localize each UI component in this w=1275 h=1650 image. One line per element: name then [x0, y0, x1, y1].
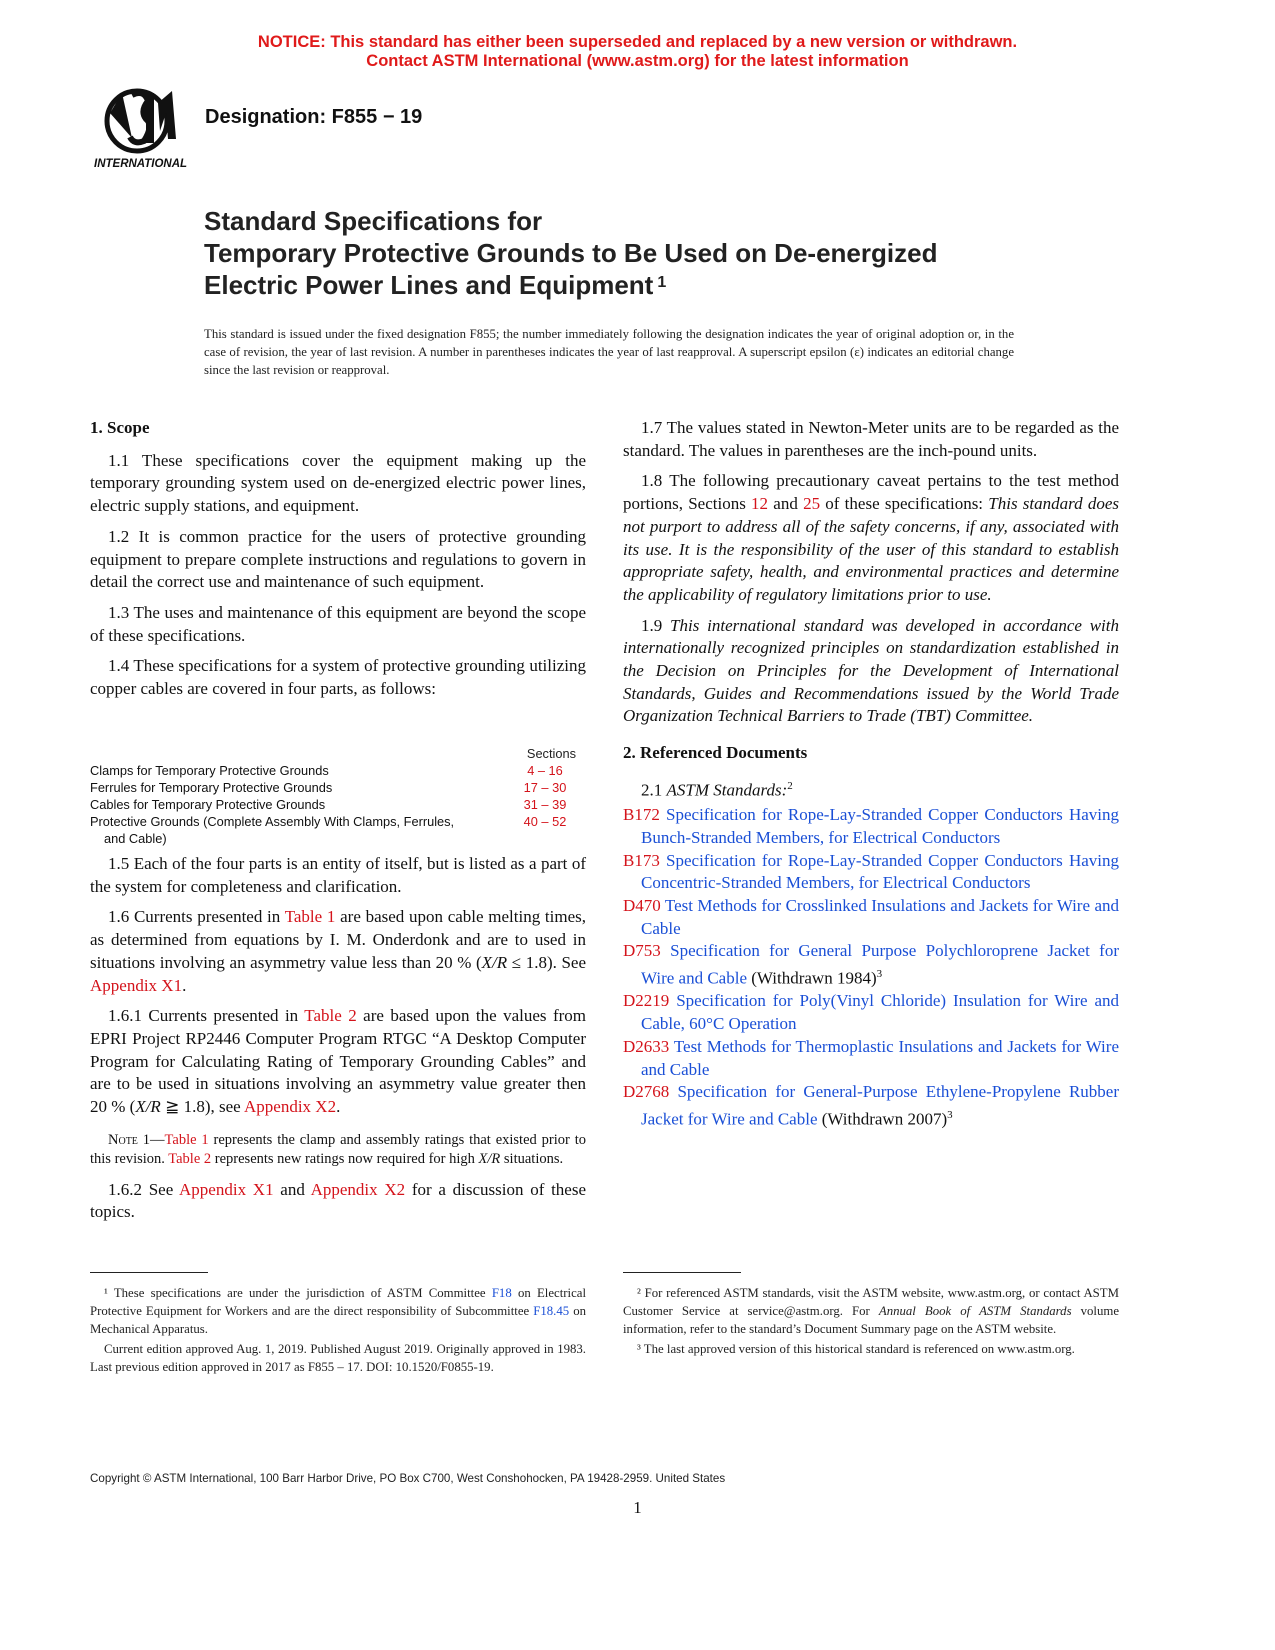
left-column-continued — [90, 853, 586, 1232]
reference-title[interactable]: Test Methods for Crosslinked Insulations and Jackets for Wire and Cable — [641, 896, 1119, 938]
table-row — [90, 813, 580, 830]
parts-table — [90, 745, 580, 847]
logo-wordmark: INTERNATIONAL — [94, 158, 188, 170]
link-appendix-x2-b[interactable]: Appendix X2 — [310, 1179, 406, 1199]
table-cell-sections-link[interactable]: 4 – 16 — [527, 763, 563, 778]
reference-code[interactable]: D753 — [623, 941, 661, 961]
reference-title[interactable]: Specification for Rope-Lay-Stranded Copper Conductors Having Bunch-Stranded Members, for Electrical Conductors — [641, 805, 1119, 847]
reference-code[interactable]: B172 — [623, 805, 660, 825]
title-line-3-text: Electric Power Lines and Equipment — [204, 270, 654, 300]
table-cell-label: Cables for Temporary Protective Grounds — [90, 797, 326, 812]
table-cell-label: Clamps for Temporary Protective Grounds — [90, 763, 329, 778]
para-1-8: 1.8 The following precautionary caveat pertains to the test method portions, Sections 12 and 25 of these specifications: This standard does not purport to address all of the safety concerns, if any, associated with its use. It is the responsibility of the user of this standard to establish appropriate safety, health, and environmental practices and determine the applicability of regulatory limitations prior to use. — [623, 471, 1120, 604]
reference-code[interactable]: D2633 — [623, 1036, 670, 1056]
para-1-4: 1.4 These specifications for a system of protective grounding utilizing copper cables are covered in four parts, as follows: — [90, 656, 586, 699]
para-1-2: 1.2 It is common practice for the users of protective grounding equipment to prepare complete instructions and regulations to govern in detail the correct use and maintenance of such equipment. — [90, 526, 586, 592]
link-appendix-x1-b[interactable]: Appendix X1 — [179, 1179, 274, 1199]
reference-title[interactable]: Specification for Rope-Lay-Stranded Copper Conductors Having Concentric-Stranded Members, for Electrical Conductors — [641, 850, 1119, 893]
table-row — [90, 796, 580, 813]
left-column — [90, 417, 586, 709]
note-1: Note 1—Table 1 represents the clamp and assembly ratings that existed prior to this revision. Table 2 represents new ratings now required for high X/R situations. — [90, 1131, 586, 1167]
reference-code[interactable]: D470 — [623, 896, 661, 916]
reference-code[interactable]: B173 — [623, 850, 660, 870]
link-subcommittee-f18-45[interactable]: F18.45 — [533, 1304, 570, 1318]
para-1-5: 1.5 Each of the four parts is an entity of itself, but is listed as a part of the system for completeness and clarification. — [90, 854, 586, 896]
link-table-2[interactable]: Table 2 — [304, 1006, 357, 1026]
link-appendix-x2[interactable]: Appendix X2 — [244, 1097, 337, 1117]
footnote-divider-left — [90, 1272, 208, 1273]
para-1-1: 1.1 These specifications cover the equipment making up the temporary grounding system used on de-energized electric power lines, electric supply stations, and equipment. — [90, 450, 586, 516]
reference-item[interactable] — [623, 804, 1119, 849]
footnote-1: ¹ These specifications are under the jurisdiction of ASTM Committee F18 on Electrical Protective Equipment for Workers and are the direct responsibility of Subcommittee F18.45 on Mechanical Apparatus. — [90, 1286, 587, 1336]
table-cell-sections-link[interactable]: 40 – 52 — [523, 814, 567, 829]
reference-item[interactable]: D2768 Specification for General-Purpose Ethylene-Propylene Rubber Jacket for Wire and Cable (Withdrawn 2007)$^3$ — [623, 1082, 1119, 1129]
para-1-6-1: 1.6.1 Currents presented in Table 2 are based upon the values from EPRI Project RP2446 Computer Program RTGC “A Desktop Computer Program for Calculating Rating of Temporary Grounding Cables” and are to be used in situations involving an asymmetry value greater then 20 % (X/R ≧ 1.8), see Appendix X2. — [90, 1006, 586, 1117]
footnote-2: ² For referenced ASTM standards, visit the ASTM website, www.astm.org, or contact ASTM Customer Service at service@astm.org. For Annual Book of ASTM Standards volume information, refer to the standard’s Document Summary page on the ASTM website. — [623, 1286, 1120, 1336]
link-section-12[interactable]: 12 — [751, 494, 769, 514]
footnote-1-edition: Current edition approved Aug. 1, 2019. Published August 2019. Originally approved in 1983. Last previous edition approved in 2017 as F855 – 17. DOI: 10.1520/F0855-19. — [90, 1342, 586, 1374]
section-heading-referenced-documents: 2. Referenced Documents — [623, 743, 808, 763]
reference-title[interactable]: Specification for General-Purpose Ethylene-Propylene Rubber Jacket for Wire and Cable — [641, 1082, 1119, 1129]
footnote-divider-right — [623, 1272, 741, 1273]
link-note-table-2[interactable]: Table 2 — [168, 1150, 212, 1167]
title-line-2: Temporary Protective Grounds to Be Used on De-energized — [204, 238, 938, 268]
link-table-1[interactable]: Table 1 — [284, 907, 336, 927]
copyright-footer: Copyright © ASTM International, 100 Barr Harbor Drive, PO Box C700, West Conshohocken, PA 19428-2959. United States — [90, 1472, 726, 1485]
table-row — [90, 830, 580, 847]
link-committee-f18[interactable]: F18 — [491, 1286, 512, 1300]
table-cell-label: and Cable) — [104, 831, 167, 846]
para-1-3: 1.3 The uses and maintenance of this equipment are beyond the scope of these specifications. — [90, 602, 586, 645]
para-1-6: 1.6 Currents presented in Table 1 are based upon cable melting times, as determined from equations by I. M. Onderdonk and are to used in situations involving an asymmetry value less than 20 % (X/R ≤ 1.8). See Appendix X1. — [90, 907, 586, 995]
document-title — [204, 205, 937, 301]
designation: Designation: F855 − 19 — [205, 106, 423, 128]
notice-line-2: Contact ASTM International (www.astm.org) for the latest information — [366, 52, 909, 70]
table-header-sections: Sections — [526, 746, 576, 761]
table-cell-label: Ferrules for Temporary Protective Grounds — [90, 780, 333, 795]
table-row — [90, 779, 580, 796]
reference-item[interactable] — [623, 990, 1120, 1035]
reference-item[interactable] — [623, 1036, 1119, 1081]
table-cell-label: Protective Grounds (Complete Assembly With Clamps, Ferrules, — [90, 814, 455, 829]
issuance-statement: This standard is issued under the fixed designation F855; the number immediately following the designation indicates the year of original adoption or, in the case of revision, the year of last revision. A number in parentheses indicates the year of last reapproval. A superscript epsilon (ε) indicates an editorial change since the last revision or reapproval. — [204, 327, 1014, 377]
reference-code[interactable]: D2768 — [623, 1082, 670, 1102]
link-section-25[interactable]: 25 — [803, 494, 821, 514]
title-line-1: Standard Specifications for — [204, 206, 543, 236]
reference-code[interactable]: D2219 — [623, 991, 670, 1011]
footnotes-right — [623, 1284, 1119, 1360]
link-appendix-x1[interactable]: Appendix X1 — [90, 975, 183, 995]
footnote-3: ³ The last approved version of this historical standard is referenced on www.astm.org. — [637, 1342, 1075, 1356]
table-cell-sections-link[interactable]: 17 – 30 — [523, 780, 567, 795]
page-number: 1 — [633, 1498, 642, 1517]
table-cell-sections — [512, 830, 580, 847]
section-heading-scope: 1. Scope — [90, 418, 150, 437]
para-1-7: 1.7 The values stated in Newton-Meter units are to be regarded as the standard. The values in parentheses are the inch-pound units. — [623, 418, 1119, 460]
title-line-3 — [204, 269, 937, 301]
astm-emblem-icon — [92, 83, 192, 173]
reference-title[interactable]: Specification for General Purpose Polychloroprene Jacket for Wire and Cable — [641, 941, 1119, 988]
notice-line-1: NOTICE: This standard has either been superseded and replaced by a new version or withdrawn. — [257, 33, 1018, 51]
reference-item[interactable] — [623, 850, 1119, 895]
link-note-table-1[interactable]: Table 1 — [164, 1131, 209, 1148]
right-column — [623, 417, 1119, 1131]
reference-title[interactable]: Test Methods for Thermoplastic Insulations and Jackets for Wire and Cable — [641, 1036, 1119, 1079]
reference-title[interactable]: Specification for Poly(Vinyl Chloride) Insulation for Wire and Cable, 60°C Operation — [641, 991, 1120, 1034]
table-cell-sections-link[interactable]: 31 – 39 — [523, 797, 567, 812]
reference-item[interactable]: D753 Specification for General Purpose Polychloroprene Jacket for Wire and Cable (Withdrawn 1984)$^3$ — [623, 941, 1119, 988]
safety-caveat: This standard does not purport to address all of the safety concerns, if any, associated with its use. It is the responsibility of the user of this standard to establish appropriate safety, health, and environmental practices and determine the applicability of regulatory limitations prior to use. — [623, 494, 1120, 604]
footnotes-left — [90, 1284, 586, 1378]
supersede-notice — [0, 33, 1275, 71]
reference-item[interactable] — [623, 895, 1119, 940]
para-2-1: 2.1 ASTM Standards:$^2$ — [641, 779, 793, 800]
astm-logo — [92, 83, 192, 173]
title-footnote-mark: 1 — [657, 274, 667, 291]
table-row — [90, 762, 580, 779]
para-1-9: 1.9 This international standard was developed in accordance with internationally recognized principles on standardization established in the Decision on Principles for the Development of International Standards, Guides and Recommendations issued by the World Trade Organization Technical Barriers to Trade (TBT) Committee. — [623, 615, 1119, 726]
para-1-6-2: 1.6.2 See Appendix X1 and Appendix X2 for a discussion of these topics. — [90, 1179, 587, 1222]
